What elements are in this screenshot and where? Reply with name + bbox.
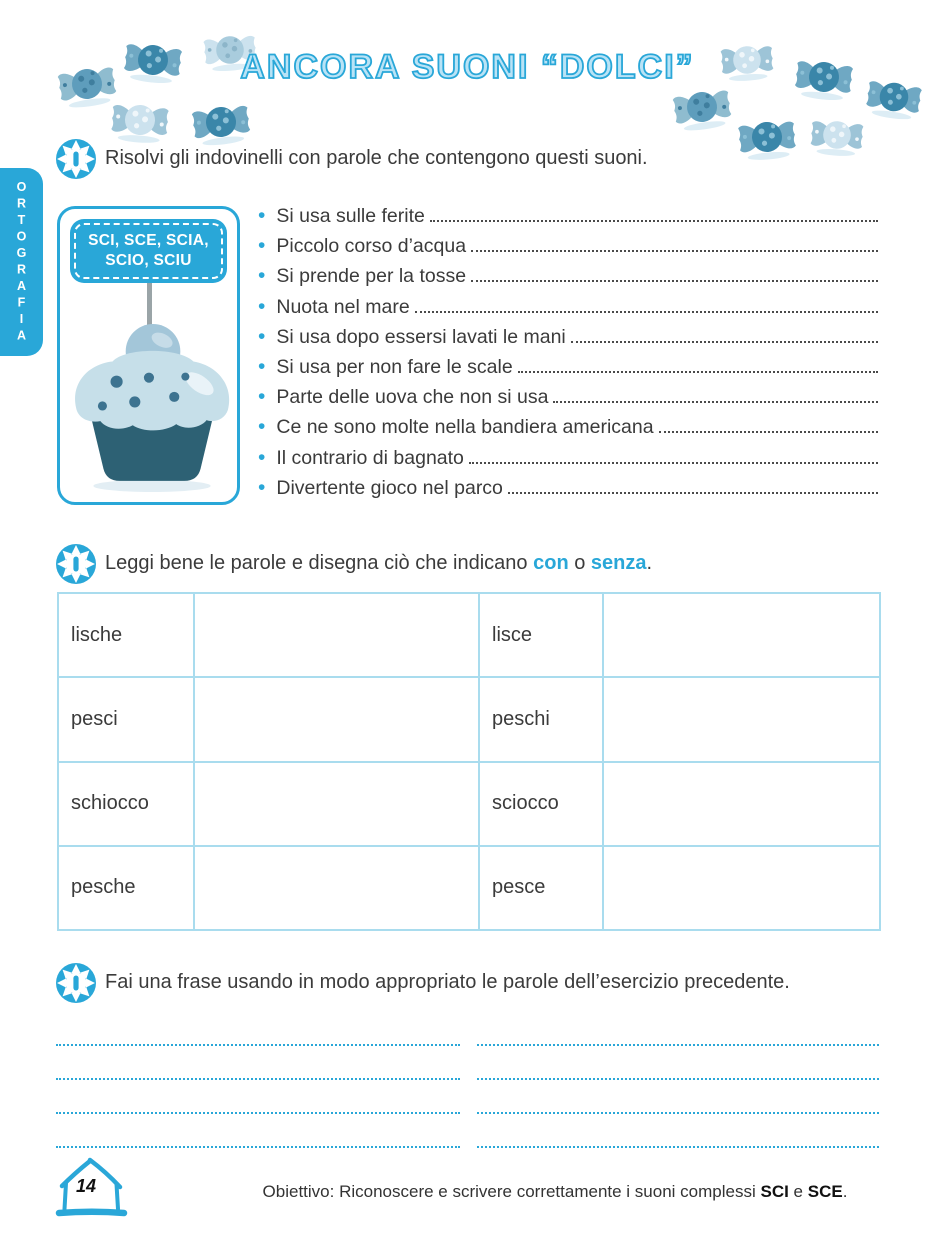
writing-line[interactable] [477,1078,879,1080]
exercise1-sun-alert-icon [55,138,97,180]
word-cell: lisce [479,593,603,677]
riddle-item [258,292,878,322]
riddle-item [258,412,878,442]
writing-line[interactable] [477,1112,879,1114]
riddle-text: Parte delle uova che non si usa [276,386,549,409]
riddle-text: Il contrario di bagnato [276,446,464,469]
objective-text: . [842,1182,848,1201]
instruction-text: o [568,552,591,574]
bullet-icon: • [258,204,266,227]
answer-blank[interactable] [508,492,878,494]
objective-text: Obiettivo: Riconoscere e scrivere correttamente i suoni complessi [262,1182,761,1201]
bullet-icon: • [258,475,266,499]
answer-blank[interactable] [571,341,878,343]
word-cell: peschi [479,677,603,761]
highlight-senza: senza [590,552,647,574]
drawing-cell[interactable] [194,846,479,930]
riddle-list [258,201,878,503]
riddle-item [258,322,878,352]
writing-line[interactable] [477,1044,879,1046]
table-row [58,593,880,677]
word-cell: pesci [58,677,194,761]
objective-text: e [788,1182,808,1201]
sounds-sign-line1: SCI, SCE, SCIA, [88,231,209,249]
answer-blank[interactable] [471,280,878,282]
answer-blank[interactable] [471,250,878,252]
table-row [58,677,880,761]
writing-line[interactable] [56,1044,460,1046]
instruction-text: Leggi bene le parole e disegna ciò che indicano [105,552,534,574]
footer-objective [230,1182,880,1202]
riddle-item [258,352,878,382]
bullet-icon: • [258,415,266,439]
drawing-cell[interactable] [194,762,479,846]
table-row [58,762,880,846]
candy-cluster-left [25,20,265,155]
answer-blank[interactable] [659,431,878,433]
drawing-cell[interactable] [603,846,880,930]
drawing-cell[interactable] [603,762,880,846]
sounds-box [57,206,240,505]
exercise3-instruction: Fai una frase usando in modo appropriato le parole dell’esercizio precedente. [105,971,790,993]
bullet-icon: • [258,264,266,288]
exercise3-sun-alert-icon [55,962,97,1004]
riddle-item [258,443,878,473]
word-cell: pesche [58,846,194,930]
exercise2-sun-alert-icon [55,543,97,585]
page-number: 14 [75,1176,97,1196]
riddle-text: Divertente gioco nel parco [276,476,503,499]
cupcake-illustration [66,321,238,495]
words-table [57,592,881,931]
objective-sci: SCI [760,1182,789,1201]
riddle-text: Piccolo corso d’acqua [276,235,467,258]
word-cell: sciocco [479,762,603,846]
page-title: ANCORA SUONI “DOLCI” [240,48,695,86]
riddle-item [258,473,878,503]
answer-blank[interactable] [430,220,878,222]
riddle-item [258,231,878,261]
riddle-text: Nuota nel mare [276,295,410,318]
sounds-sign-line2: SCIO, SCIU [105,252,192,269]
drawing-cell[interactable] [603,593,880,677]
highlight-con: con [533,552,569,574]
riddle-item [258,201,878,231]
answer-blank[interactable] [415,311,878,313]
bullet-icon: • [258,234,266,258]
instruction-text: . [646,552,653,574]
riddle-item [258,382,878,412]
riddle-text: Ce ne sono molte nella bandiera americana [276,416,654,439]
bullet-icon: • [258,324,266,348]
writing-line[interactable] [477,1146,879,1148]
exercise1-instruction: Risolvi gli indovinelli con parole che contengono questi suoni. [105,147,648,169]
riddle-text: Si usa sulle ferite [276,205,425,227]
table-row [58,846,880,930]
sidebar-label: ORTOGRAFIA [14,179,29,345]
riddle-text: Si usa per non fare le scale [276,355,513,378]
word-cell: pesce [479,846,603,930]
riddle-item [258,261,878,291]
answer-blank[interactable] [518,371,878,373]
bullet-icon: • [258,354,266,378]
sounds-sign [70,219,227,283]
answer-blank[interactable] [469,462,878,464]
bullet-icon: • [258,294,266,318]
riddle-text: Si usa dopo essersi lavati le mani [276,325,566,348]
writing-line[interactable] [56,1078,460,1080]
word-cell: schiocco [58,762,194,846]
exercise2-instruction [105,552,652,575]
bullet-icon: • [258,445,266,469]
sidebar-tab-ortografia [0,168,43,356]
objective-sce: SCE [807,1182,843,1201]
writing-line[interactable] [56,1112,460,1114]
drawing-cell[interactable] [194,593,479,677]
writing-line[interactable] [56,1146,460,1148]
drawing-cell[interactable] [194,677,479,761]
word-cell: lische [58,593,194,677]
riddle-text: Si prende per la tosse [276,265,467,288]
answer-blank[interactable] [553,401,878,403]
drawing-cell[interactable] [603,677,880,761]
bullet-icon: • [258,385,266,409]
